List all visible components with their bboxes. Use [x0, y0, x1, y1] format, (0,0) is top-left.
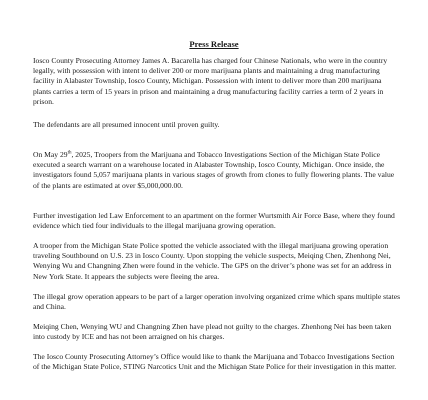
warrant-date-prefix: On May 29	[33, 150, 68, 159]
page-title: Press Release	[189, 39, 239, 49]
paragraph-presumption: The defendants are all presumed innocent until proven guilty.	[33, 120, 220, 129]
paragraph-traffic-stop: A trooper from the Michigan State Police spotted the vehicle associated with the illegal marijuana growing operation traveling Southbound on U.S. 23 in Iosco County. Upon stopping the vehicle suspects, Meiqing Chen, Zhenhong Nei, Wenying Wu and Changning Zhen were found in the vehicle. The GPS on the driver’s phone was set for an address in New York State. It appears the subjects were fleeing the area.	[33, 241, 392, 281]
ordinal-suffix: th	[67, 150, 72, 156]
paragraph-search-warrant	[33, 150, 401, 191]
paragraph-organized-crime: The illegal grow operation appears to be part of a larger operation involving organized crime which spans multiple states and China.	[33, 292, 401, 312]
paragraph-further-investigation: Further investigation led Law Enforcement to an apartment on the former Wurtsmith Air Force Base, where they found evidence which tied four individuals to the illegal marijuana growing operation.	[33, 211, 395, 231]
paragraph-pleas: Meiqing Chen, Wenying WU and Changning Zhen have plead not guilty to the charges. Zhenhong Nei has been taken into custody by ICE and has not been arraigned on his charges.	[33, 322, 392, 342]
paragraph-charges: Iosco County Prosecuting Attorney James A. Bacarella has charged four Chinese Nationals, who were in the country legally, with possession with intent to deliver 200 or more marijuana plants and maintaining a drug manufacturing facility in Alabaster Township, Iosco County, Michigan. Possession with intent to deliver more than 200 marijuana plants carries a term of 15 years in prison and maintaining a drug manufacturing facility carries a term of 2 years in prison.	[33, 56, 388, 106]
paragraph-acknowledgements: The Iosco County Prosecuting Attorney’s Office would like to thank the Marijuana and Tobacco Investigations Section of the Michigan State Police, STING Narcotics Unit and the Michigan State Police for their investigation in this matter.	[33, 352, 397, 372]
warrant-details: , 2025, Troopers from the Marijuana and Tobacco Investigations Section of the Michigan State Police executed a search warrant on a warehouse located in Alabaster Township, Iosco County, Michigan. Once inside, the investigators found 5,057 marijuana plants in various stages of growth from clones to fully flowering plants. The value of the plants are estimated at over $5,000,000.00.	[33, 150, 395, 190]
